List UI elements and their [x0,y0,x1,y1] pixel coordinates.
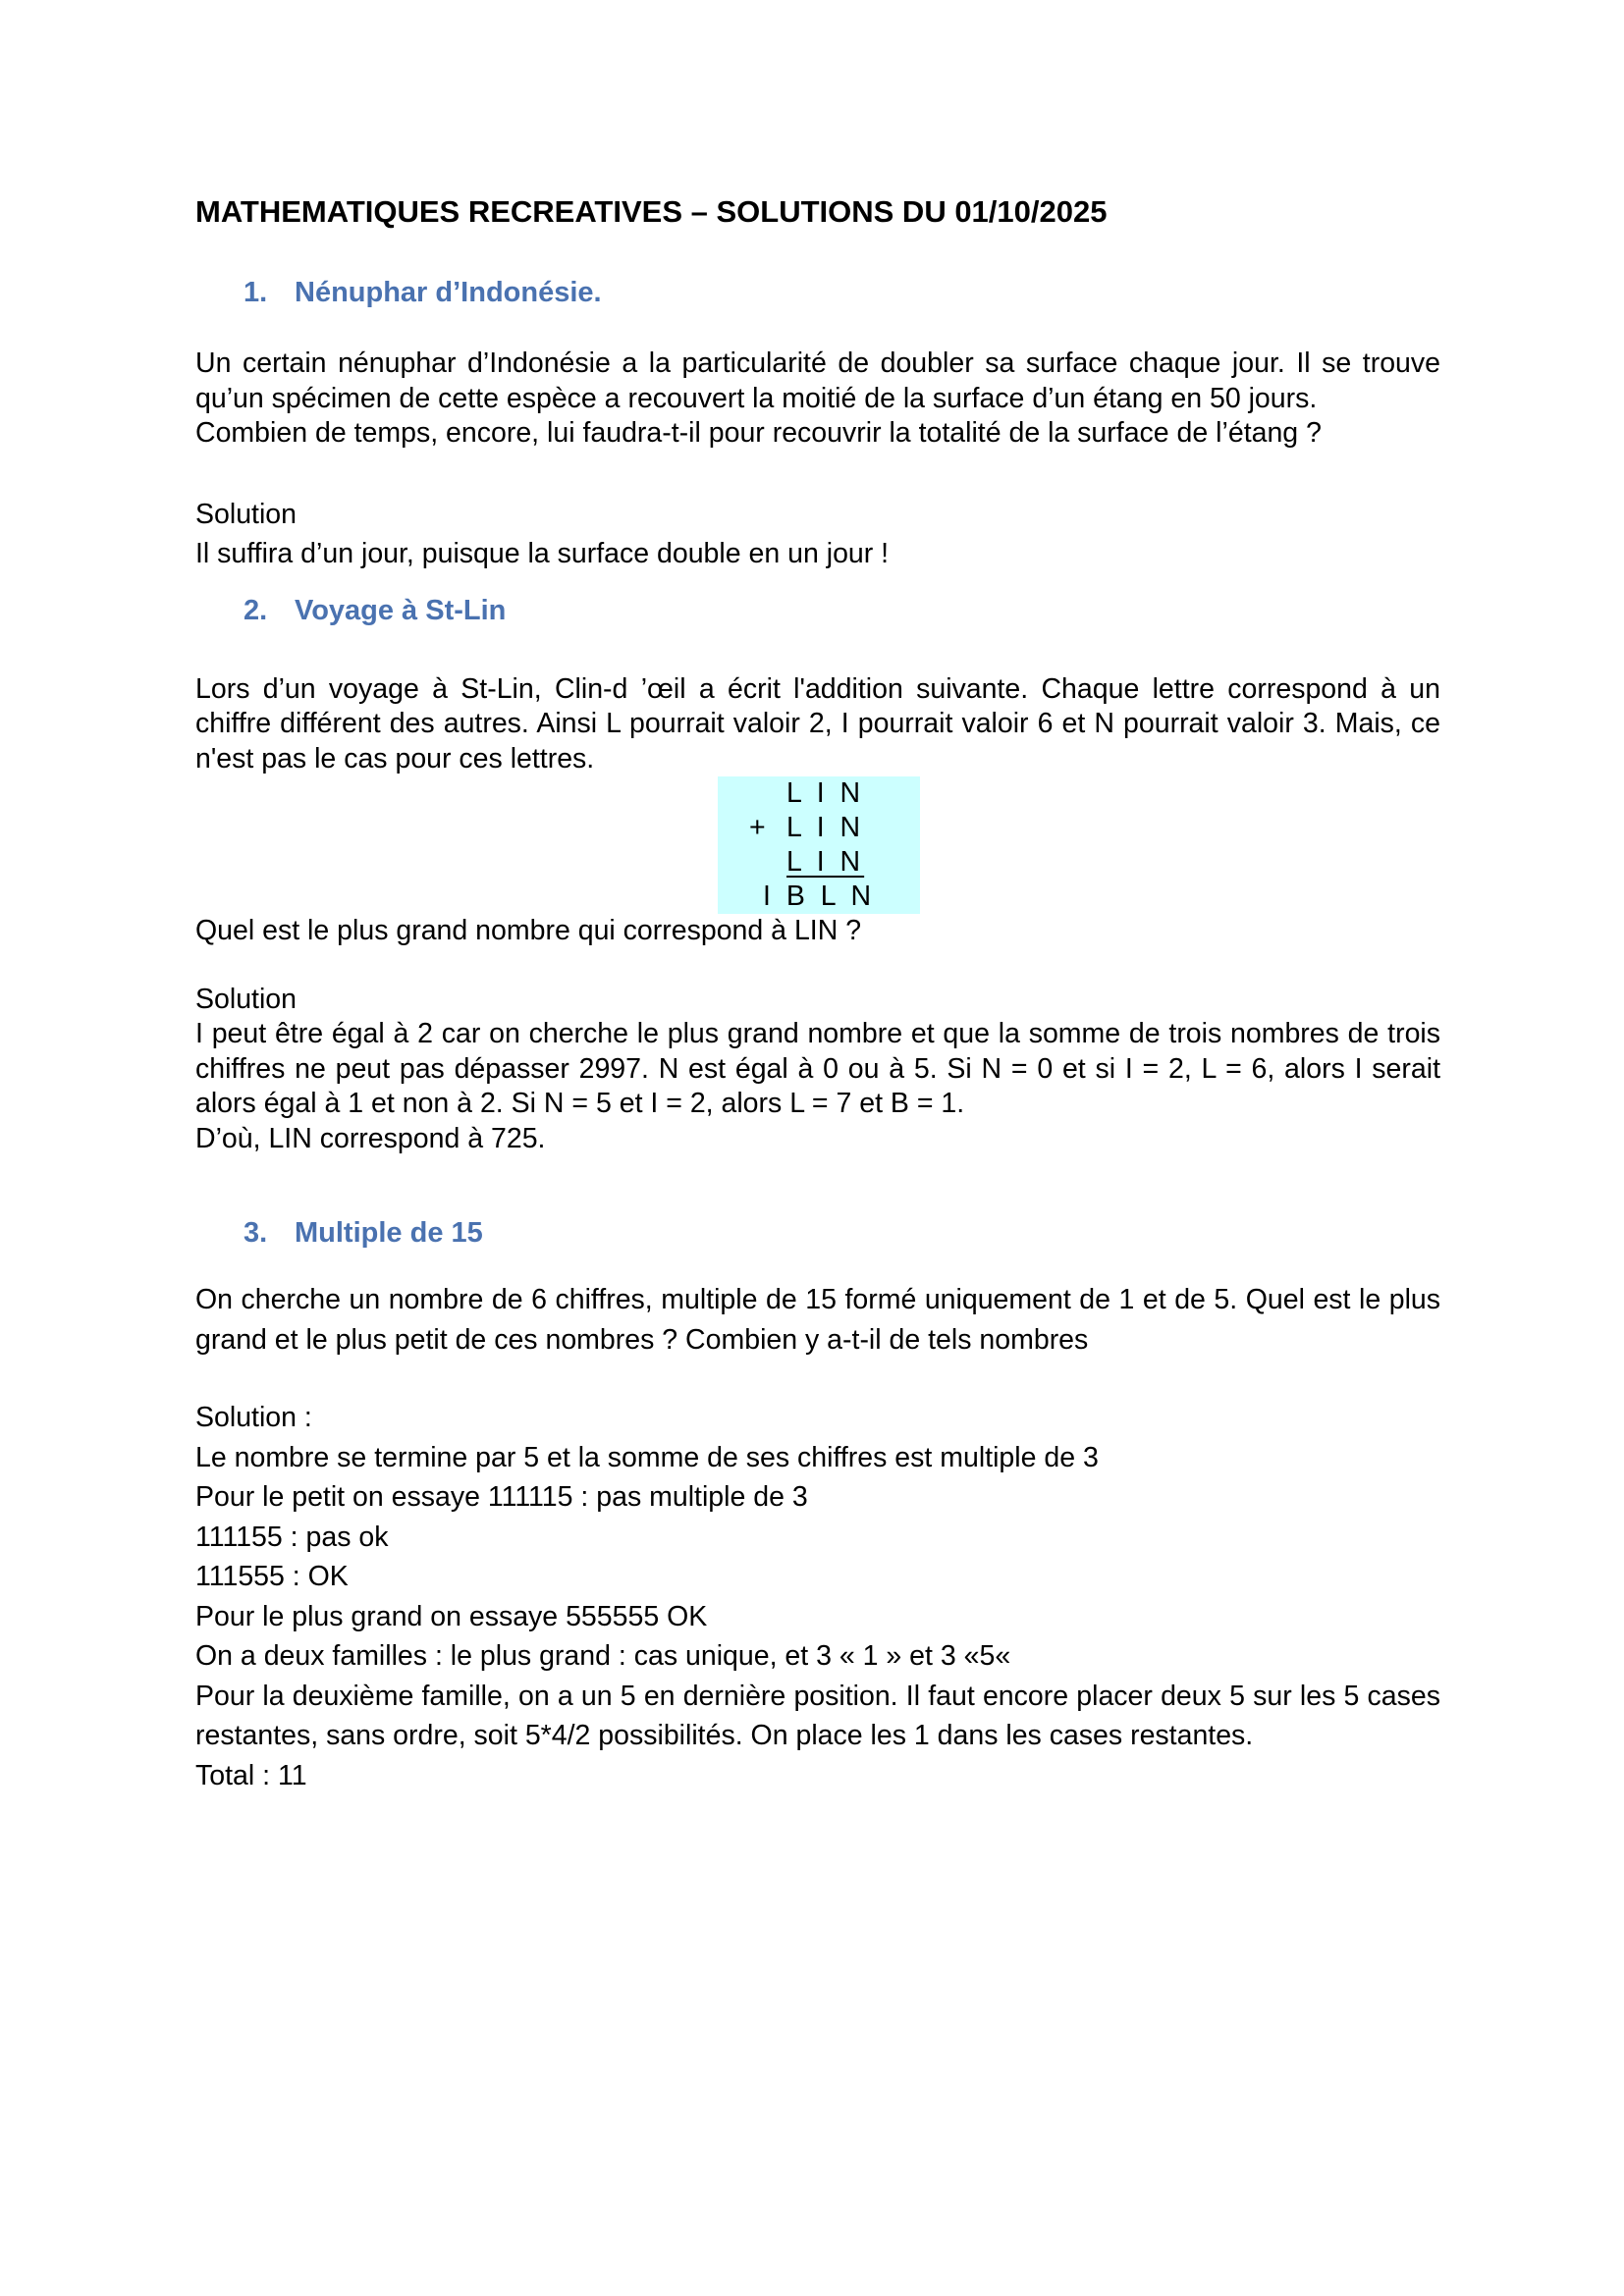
section-1-solution-label: Solution [195,498,297,530]
section-3-paragraph: Pour la deuxième famille, on a un 5 en dernière position. Il faut encore placer deux 5 sur les 5 cases restantes, sans ordre, soit 5*4/2 possibilités. On place les 1 dans les cases restantes. [195,1680,1440,1751]
section-2-number: 2. [244,594,268,626]
section-1-heading [195,275,1440,310]
section-2-solution-label: Solution [195,983,297,1015]
addition-result-row [718,880,920,914]
section-3-line-5: Pour le plus grand on essaye 555555 OK [195,1600,708,1632]
section-3-number: 3. [244,1217,268,1249]
plus-sign: + [749,812,766,843]
section-2-title: Voyage à St-Lin [295,594,507,626]
section-1-title: Nénuphar d’Indonésie. [295,277,602,308]
section-1-statement: Un certain nénuphar d’Indonésie a la particularité de doubler sa surface chaque jour. Il se trouve qu’un spécimen de cette espèce a recouvert la moitié de la surface d’un étang en 50 jours. [195,347,1440,414]
section-3-total: Total : 11 [195,1759,307,1791]
section-3-line-4: 111555 : OK [195,1561,349,1592]
section-1-question: Combien de temps, encore, lui faudra-t-il pour recouvrir la totalité de la surface de l’étang ? [195,417,1322,449]
addition-block-wrapper [195,776,1440,914]
addition-row-3 [718,845,920,880]
page-title: MATHEMATIQUES RECREATIVES – SOLUTIONS DU 01/10/2025 [195,194,1108,229]
section-3-solution-label: Solution : [195,1402,312,1433]
section-2-solution-text: I peut être égal à 2 car on cherche le plus grand nombre et que la somme de trois nombres de trois chiffres ne peut pas dépasser 2997. N est égal à 0 ou à 5. Si N = 0 et si I = 2, L = 6, alors I serait alors égal à 1 et non à 2. Si N = 5 et I = 2, alors L = 7 et B = 1. [195,1018,1440,1119]
addition-term-1: L I N [786,777,865,809]
section-3-title: Multiple de 15 [295,1217,483,1249]
section-3-line-3: 111155 : pas ok [195,1521,389,1553]
section-3-line-6: On a deux familles : le plus grand : cas unique, et 3 « 1 » et 3 «5« [195,1640,1011,1672]
section-3-statement: On cherche un nombre de 6 chiffres, multiple de 15 formé uniquement de 1 et de 5. Quel est le plus grand et le plus petit de ces nombres ? Combien y a-t-il de tels nombres [195,1284,1440,1356]
addition-term-2: L I N [786,812,865,843]
section-1-solution-text: Il suffira d’un jour, puisque la surface double en un jour ! [195,538,890,569]
document-page [195,192,1440,1795]
section-3-heading [195,1215,1440,1251]
section-3-line-2: Pour le petit on essaye 111115 : pas multiple de 3 [195,1481,808,1513]
section-2-question: Quel est le plus grand nombre qui correspond à LIN ? [195,915,862,946]
section-2-statement: Lors d’un voyage à St-Lin, Clin-d ’œil a écrit l'addition suivante. Chaque lettre correspond à un chiffre différent des autres. Ainsi L pourrait valoir 2, I pourrait valoir 6 et N pourrait valoir 3. Mais, ce n'est pas le cas pour ces lettres. [195,672,1440,774]
letter-addition [718,776,920,914]
addition-row-1 [718,776,920,811]
addition-result: I B L N [763,881,876,912]
addition-term-3: L I N [786,846,865,878]
section-2-heading [195,593,1440,628]
section-3-line-1: Le nombre se termine par 5 et la somme de ses chiffres est multiple de 3 [195,1441,1099,1473]
section-2-conclusion: D’où, LIN correspond à 725. [195,1122,546,1154]
addition-row-2 [718,811,920,845]
section-1-number: 1. [244,277,268,308]
